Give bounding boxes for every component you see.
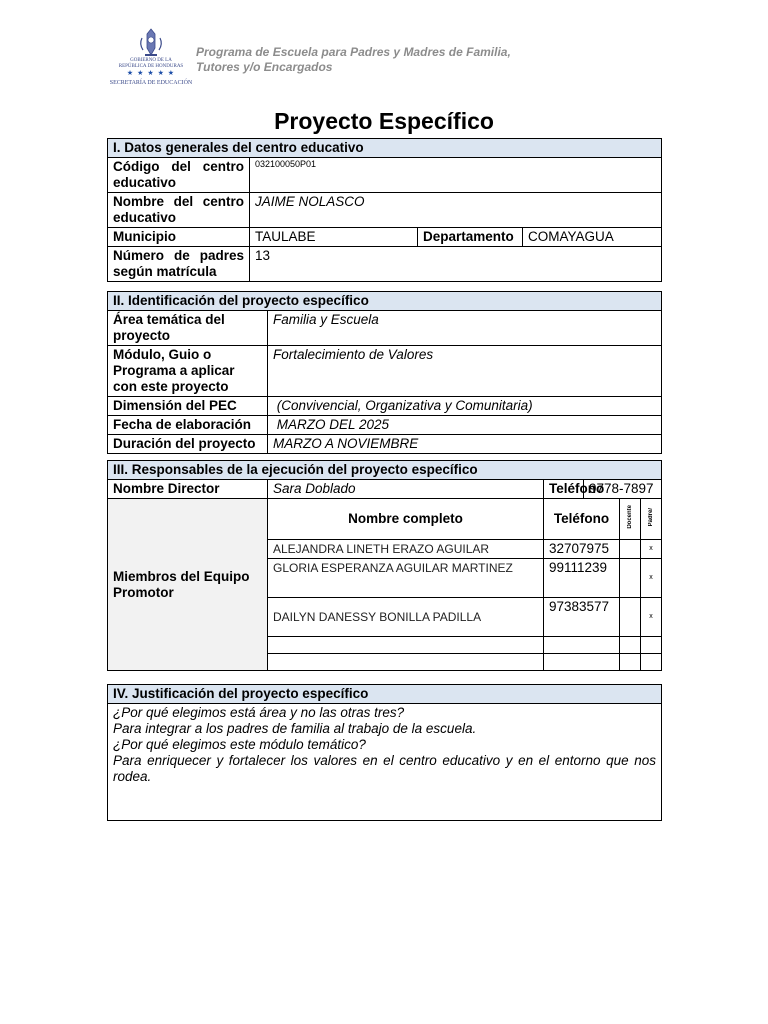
modulo-value: Fortalecimiento de Valores: [268, 346, 662, 397]
logo-line2: REPÚBLICA DE HONDURAS: [118, 64, 184, 69]
justificacion-q2: ¿Por qué elegimos este módulo temático?: [113, 737, 366, 752]
coat-of-arms-icon: [138, 28, 164, 58]
section1-table: [107, 138, 662, 282]
logo-secretaria: SECRETARÍA DE EDUCACIÓN: [109, 80, 193, 86]
logo-stars: ★ ★ ★ ★ ★: [126, 70, 176, 77]
document-title: Proyecto Específico: [274, 108, 494, 134]
member-docente: [620, 598, 641, 637]
dimension-value: (Convivencial, Organizativa y Comunitaria): [268, 397, 662, 416]
section3-heading: III. Responsables de la ejecución del proyecto específico: [108, 461, 662, 480]
member-phone: 97383577: [544, 598, 620, 637]
section3-table: [107, 460, 662, 671]
member-padre-empty: [641, 637, 662, 654]
director-telefono-label: Teléfono: [544, 480, 584, 499]
duracion-label: Duración del proyecto: [108, 435, 268, 454]
miembros-label-text: Miembros del Equipo Promotor: [113, 568, 250, 600]
member-name-empty: [268, 654, 544, 671]
municipio-label: Municipio: [108, 228, 250, 247]
member-docente: [620, 559, 641, 598]
fecha-label: Fecha de elaboración: [108, 416, 268, 435]
padres-label: Número de padres según matrícula: [108, 247, 250, 282]
secretaria-logo: [107, 28, 195, 92]
member-padre-empty: [641, 654, 662, 671]
logo-line1: GOBIERNO DE LA: [130, 58, 172, 63]
member-phone-empty: [544, 654, 620, 671]
dimension-label: Dimensión del PEC: [108, 397, 268, 416]
justificacion-a2: Para enriquecer y fortalecer los valores en el centro educativo y en el entorno que nos rodea.: [113, 753, 656, 784]
section4-heading: IV. Justificación del proyecto específico: [108, 685, 662, 704]
section1-heading: I. Datos generales del centro educativo: [108, 139, 662, 158]
justificacion-q1: ¿Por qué elegimos está área y no las otras tres?: [113, 705, 405, 720]
director-value: Sara Doblado: [268, 480, 544, 499]
col-docente-header: [620, 499, 641, 540]
miembros-label: [108, 499, 268, 671]
col-telefono-header: Teléfono: [544, 499, 620, 540]
section4-table: [107, 684, 662, 821]
member-name: GLORIA ESPERANZA AGUILAR MARTINEZ: [268, 559, 544, 598]
padres-value: 13: [250, 247, 662, 282]
member-docente: [620, 540, 641, 559]
program-line1: Programa de Escuela para Padres y Madres de Familia,: [196, 45, 511, 59]
member-phone: 32707975: [544, 540, 620, 559]
fecha-value: MARZO DEL 2025: [268, 416, 662, 435]
member-name: DAILYN DANESSY BONILLA PADILLA: [268, 598, 544, 637]
section2-heading: II. Identificación del proyecto específico: [108, 292, 662, 311]
codigo-value: 032100050P01: [250, 158, 662, 193]
member-name: ALEJANDRA LINETH ERAZO AGUILAR: [268, 540, 544, 559]
member-padre-mark: x: [641, 559, 662, 598]
member-name-empty: [268, 637, 544, 654]
program-name: [196, 45, 556, 75]
program-line2: Tutores y/o Encargados: [196, 60, 333, 74]
duracion-value: MARZO A NOVIEMBRE: [268, 435, 662, 454]
justificacion-body: [108, 704, 662, 821]
director-telefono-value: 9778-7897: [584, 480, 662, 499]
area-label: Área temática del proyecto: [108, 311, 268, 346]
member-padre-mark: x: [641, 598, 662, 637]
modulo-label: Módulo, Guio o Programa a aplicar con este proyecto: [108, 346, 268, 397]
col-padre-header: [641, 499, 662, 540]
col-padre-text: Padre/: [647, 507, 654, 527]
area-value: Familia y Escuela: [268, 311, 662, 346]
departamento-label: Departamento: [418, 228, 523, 247]
departamento-value: COMAYAGUA: [523, 228, 662, 247]
col-docente-text: Docente: [626, 505, 633, 529]
member-padre-mark: x: [641, 540, 662, 559]
document-header: [107, 28, 667, 94]
section2-table: [107, 291, 662, 454]
justificacion-a1: Para integrar a los padres de familia al trabajo de la escuela.: [113, 721, 477, 736]
director-label: Nombre Director: [108, 480, 268, 499]
member-docente-empty: [620, 654, 641, 671]
member-phone-empty: [544, 637, 620, 654]
codigo-label: Código del centro educativo: [108, 158, 250, 193]
member-phone: 99111239: [544, 559, 620, 598]
nombre-centro-label: Nombre del centro educativo: [108, 193, 250, 228]
member-docente-empty: [620, 637, 641, 654]
nombre-centro-value: JAIME NOLASCO: [250, 193, 662, 228]
municipio-value: TAULABE: [250, 228, 418, 247]
col-nombre-header: Nombre completo: [268, 499, 544, 540]
